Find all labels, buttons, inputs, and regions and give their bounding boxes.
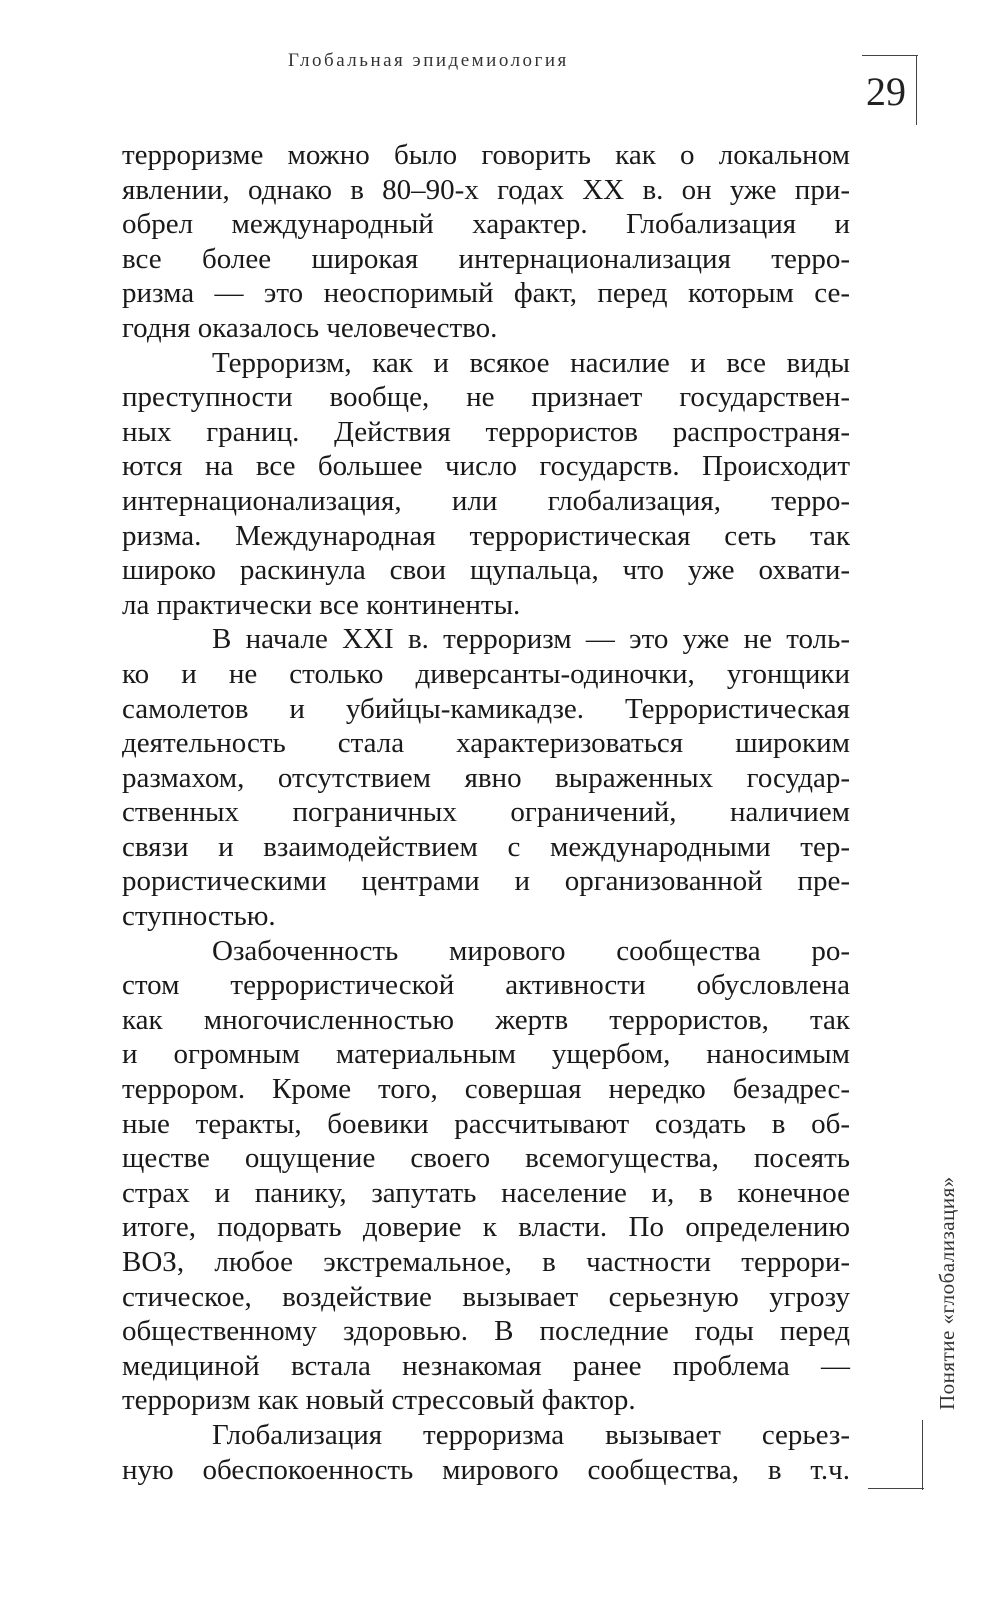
text-line: явлении, однако в 80–90-х годах XX в. он уже при-	[122, 173, 850, 206]
text-line: ризма. Международная террористическая сеть так	[122, 519, 850, 552]
text-line: ществе ощущение своего всемогущества, посеять	[122, 1142, 850, 1175]
text-line: ственных пограничных ограничений, наличием	[122, 796, 850, 829]
text-line: В начале XXI в. терроризм — это уже не толь-	[212, 623, 850, 656]
side-rule-vertical	[922, 1420, 923, 1490]
text-line: самолетов и убийцы-камикадзе. Террористическая	[122, 692, 850, 725]
text-line: связи и взаимодействием с международными тер-	[122, 830, 850, 863]
text-line: медициной встала незнакомая ранее проблема —	[122, 1349, 850, 1382]
text-line: ко и не столько диверсанты-одиночки, угонщики	[122, 657, 850, 690]
body-text	[122, 138, 850, 1487]
text-line: Озабоченность мирового сообщества ро-	[212, 934, 850, 967]
text-line: интернационализация, или глобализация, терро-	[122, 484, 850, 517]
text-line: все более широкая интернационализация терро-	[122, 242, 850, 275]
text-line: деятельность стала характеризоваться широким	[122, 727, 850, 760]
text-line: ступностью.	[122, 900, 276, 933]
text-line: рористическими центрами и организованной пре-	[122, 865, 850, 898]
text-line: как многочисленностью жертв террористов, так	[122, 1003, 850, 1036]
side-rule-bottom	[868, 1488, 924, 1489]
folio-rule-vertical	[916, 55, 917, 125]
text-line: годня оказалось человечество.	[122, 311, 498, 344]
chapter-side-label: Понятие «глобализация»	[935, 1176, 959, 1410]
text-line: стическое, воздействие вызывает серьезную угрозу	[122, 1280, 850, 1313]
text-line: итоге, подорвать доверие к власти. По определению	[122, 1211, 850, 1244]
text-line: ла практически все континенты.	[122, 588, 521, 621]
text-line: Терроризм, как и всякое насилие и все виды	[212, 346, 850, 379]
text-line: общественному здоровью. В последние годы перед	[122, 1315, 850, 1348]
text-line: ные теракты, боевики рассчитывают создать в об-	[122, 1107, 850, 1140]
text-line: преступности вообще, не признает государствен-	[122, 381, 850, 414]
text-line: обрел международный характер. Глобализация и	[122, 208, 850, 241]
text-line: террором. Кроме того, совершая нередко безадрес-	[122, 1073, 850, 1106]
text-line: ризма — это неоспоримый факт, перед которым се-	[122, 277, 850, 310]
folio-rule-top	[862, 55, 918, 56]
text-line: терроризм как новый стрессовый фактор.	[122, 1384, 636, 1417]
text-line: страх и панику, запутать население и, в конечное	[122, 1176, 850, 1209]
text-line: Глобализация терроризма вызывает серьез-	[212, 1418, 850, 1451]
text-line: терроризме можно было говорить как о локальном	[122, 139, 850, 171]
text-line: размахом, отсутствием явно выраженных государ-	[122, 761, 850, 794]
text-line: ных границ. Действия террористов распространя-	[122, 415, 850, 448]
text-line: ются на все большее число государств. Происходит	[122, 450, 850, 483]
text-line: и огромным материальным ущербом, наносимым	[122, 1038, 850, 1071]
text-line: ную обеспокоенность мирового сообщества, в т.ч.	[122, 1453, 850, 1486]
page-number: 29	[866, 69, 906, 114]
running-head: Глобальная эпидемиология	[288, 50, 569, 71]
text-line: стом террористической активности обусловлена	[122, 969, 850, 1002]
text-line: ВОЗ, любое экстремальное, в частности террори-	[122, 1246, 850, 1278]
text-line: широко раскинула свои щупальца, что уже охвати-	[122, 554, 850, 587]
